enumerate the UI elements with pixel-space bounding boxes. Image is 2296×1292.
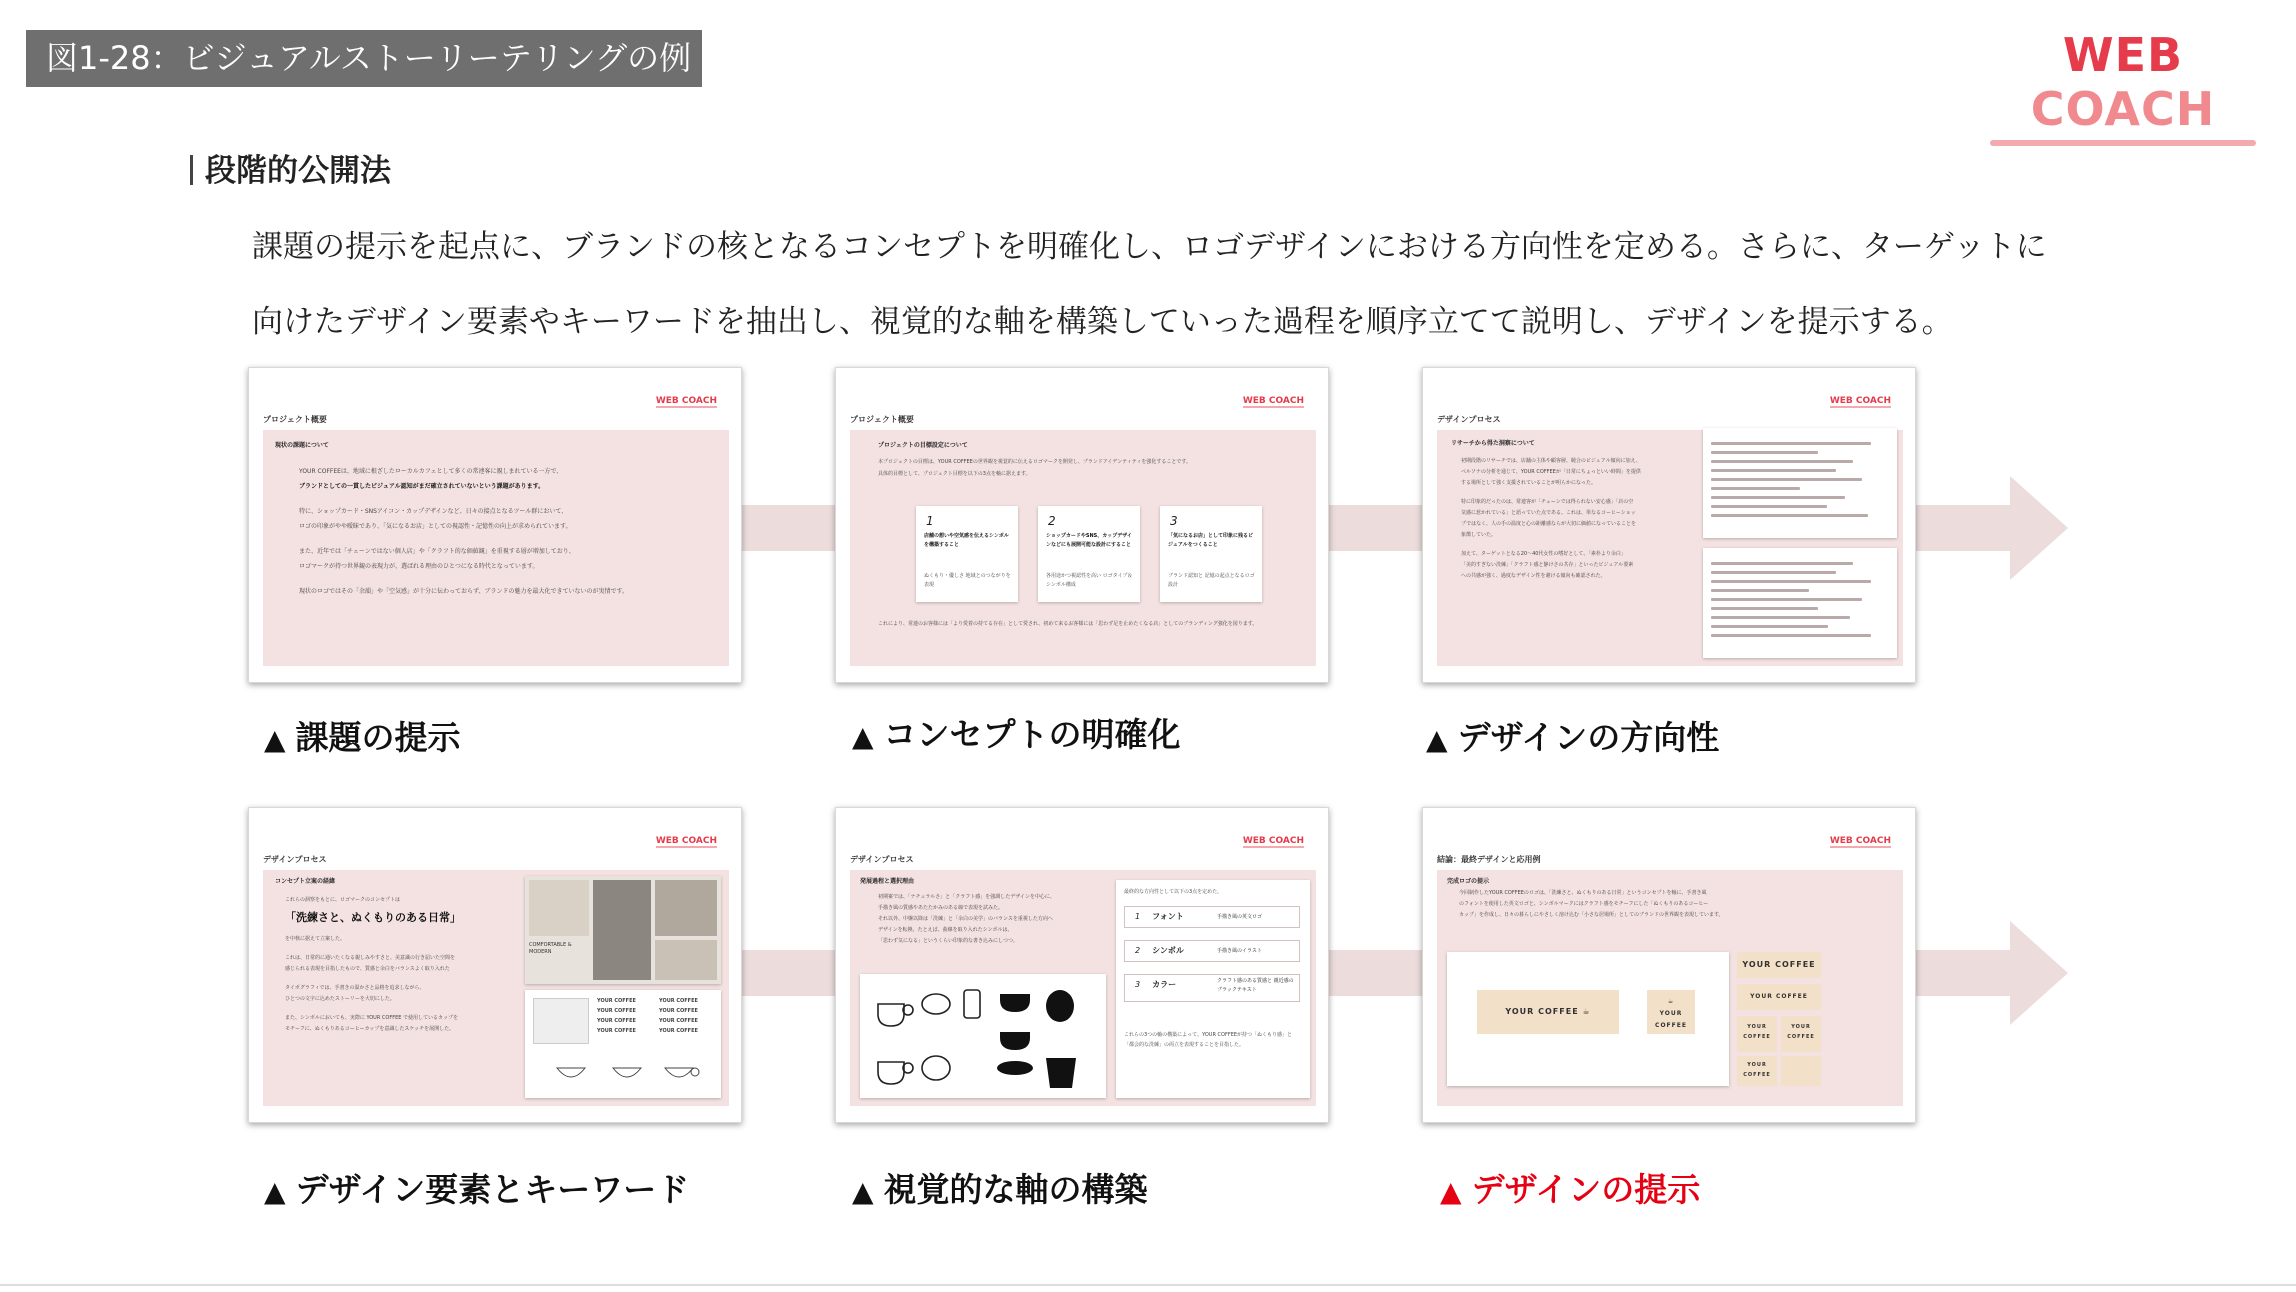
caption-text: デザインの提示	[1471, 1170, 1701, 1209]
caption-direction	[1426, 712, 1719, 759]
goal-number: 3	[1170, 514, 1178, 528]
insight-line: する場所として強く支援されていることが明らかになった。	[1461, 480, 1597, 486]
panel-heading: 完成ロゴの提示	[1447, 878, 1490, 885]
insight-line: 加えて、ターゲットとなる20〜40代女性の嗜好として、「素朴より余白」	[1461, 551, 1626, 557]
slide-title: デザインプロセス	[1437, 415, 1501, 424]
web-coach-logo	[1990, 28, 2256, 136]
caption-text: 視覚的な軸の構築	[883, 1170, 1148, 1209]
problem-line: 現状のロゴではその「余韻」や「空気感」が十分に伝わっておらず、ブランドの魅力を最大化できていないのが実情です。	[299, 588, 628, 595]
cup-icon-board	[860, 974, 1106, 1098]
axis-number: 2	[1135, 946, 1141, 955]
goal-sub: ブランド認知と 記憶の起点となるロゴ設計	[1168, 573, 1255, 588]
concept-line: また、シンボルにおいても、実際に YOUR COFFEE で使用しているカップを	[285, 1015, 458, 1021]
slide-problem	[248, 367, 742, 683]
caption-problem	[264, 712, 461, 759]
goal-card	[916, 506, 1018, 602]
axis-item	[1124, 906, 1300, 928]
goal-title: ショップカードやSNS、カップデザインなどにも展開可能な設計にすること	[1046, 533, 1132, 548]
caption-triangle: ▲	[852, 1175, 874, 1208]
final-logo-horizontal: YOUR COFFEE ☕	[1477, 990, 1619, 1034]
axis-number: 3	[1135, 980, 1141, 989]
caption-text: デザインの方向性	[1457, 718, 1720, 757]
logo-variant: YOUR COFFEE	[1737, 984, 1821, 1010]
insight-line: 気感に惹かれている」と語っていた点である。これは、単なるコーヒーショッ	[1461, 510, 1636, 516]
moodboard-image	[525, 876, 721, 984]
slide-title: デザインプロセス	[263, 855, 327, 864]
logo-variant: YOUR COFFEE	[1737, 1016, 1777, 1052]
insight-line: 特に印象的だったのは、常連客が「チェーンでは得られない安心感」「店の空	[1461, 499, 1634, 505]
figure-label: 図1-28：ビジュアルストーリーテリングの例	[26, 30, 702, 87]
final-line: のフォントを使用した英文ロゴと、シンボルマークにはクラフト感をモチーフにした「ぬくもりのあるコーヒー	[1459, 901, 1709, 907]
caption-elements	[264, 1164, 689, 1211]
slide-elements	[248, 807, 742, 1123]
axis-card	[1116, 880, 1310, 1098]
caption-triangle: ▲	[852, 720, 874, 753]
problem-line: 特に、ショップカード・SNSアイコン・カップデザインなど、日々の接点となるツール群において、	[299, 508, 568, 515]
axis-intro: 最終的な方向性として以下の3点を定めた。	[1124, 889, 1223, 895]
logo-variant: YOUR COFFEE	[1781, 1016, 1821, 1052]
problem-line: YOUR COFFEEは、地域に根ざしたローカルカフェとして多くの常連客に親しまれている一方で、	[299, 468, 563, 475]
concept-phrase: 「洗練さと、ぬくもりのある日常」	[285, 911, 461, 924]
axis-desc: 手描き風の英文ロゴ	[1217, 914, 1263, 920]
slide-concept	[835, 367, 1329, 683]
goal-sub: 各用途かつ視認性を高い ロゴタイプ＆シンボル構成	[1046, 573, 1133, 588]
slide-logo: WEB COACH	[1242, 836, 1304, 846]
caption-final-design	[1440, 1164, 1700, 1211]
axis-number: 1	[1135, 912, 1141, 921]
caption-triangle: ▲	[264, 723, 286, 756]
panel-intro-2: 具体的目標として、プロジェクト目標を以下の3点を軸に据えます。	[878, 471, 1031, 477]
logo-variant: YOUR COFFEE	[1737, 952, 1821, 978]
concept-line: を中核に据えて立案した。	[285, 936, 346, 942]
slide-title: デザインプロセス	[850, 855, 914, 864]
goal-number: 1	[926, 514, 934, 528]
slide-logo: WEB COACH	[1242, 396, 1304, 406]
concept-line: 感じられる表現を目指したもので、質感と余白をバランスよく取り入れた	[285, 966, 450, 972]
goal-title: 「気になるお店」として印象に残るビジュアルをつくること	[1168, 533, 1254, 548]
insight-line: 初期段階のリサーチでは、店舗の主体や顧客層、競合のビジュアル傾向に加え、	[1461, 458, 1641, 464]
logo-variant-blank	[1781, 1056, 1821, 1086]
caption-visual-axis	[852, 1164, 1148, 1211]
persona-sheet	[1703, 428, 1897, 538]
section-heading-text: 段階的公開法	[205, 153, 391, 189]
slide-title: 結論：最終デザインと応用例	[1437, 855, 1541, 864]
concept-line: モチーフに、ぬくもりあるコーヒーカップを意識したスケッチを展開した。	[285, 1026, 455, 1032]
axis-label: カラー	[1152, 980, 1177, 989]
panel-heading: コンセプト立案の経緯	[275, 878, 336, 885]
concept-line: タイポグラフィでは、手書きの温かさと品格を追求しながら、	[285, 985, 425, 991]
cup-sketches	[555, 1064, 705, 1090]
axis-item	[1124, 974, 1300, 1002]
slide-logo: WEB COACH	[1829, 836, 1891, 846]
font-sample: YOUR COFFEE	[659, 1028, 698, 1034]
axis-footer: これらの3つの軸の構築によって、YOUR COFFEEが持つ「ぬくもり感」と「都会的な洗練」の両立を表現することを目指した。	[1124, 1032, 1293, 1048]
slide-panel	[1437, 870, 1903, 1106]
process-line: 「思わず気になる」というくらい印象的な書き込みにしつつ。	[878, 938, 1018, 944]
final-line: カップ」を作成し、日々の暮らしにやさしく溶け込む「小さな居場所」としてのブランドの世界観を表現しています。	[1459, 912, 1724, 918]
font-sample: YOUR COFFEE	[597, 1018, 636, 1024]
axis-label: シンボル	[1152, 946, 1184, 955]
concept-line: ひとつの文字に込めたストーリーを大切にした。	[285, 996, 395, 1002]
logo-underline	[1990, 140, 2256, 146]
axis-desc: 手描き風のイラスト	[1217, 948, 1262, 954]
caption-triangle: ▲	[1440, 1175, 1462, 1208]
process-line: それ以外、中盤以降は「洗練」と「余白の美学」のバランスを重視した方向へ	[878, 916, 1053, 922]
insight-line: 象徴していた。	[1461, 532, 1497, 538]
problem-line: ブランドとしての一貫したビジュアル認知がまだ確立されていないという課題があります。	[299, 483, 545, 490]
page-bottom-rule	[0, 1284, 2296, 1286]
panel-heading: 現状の課題について	[275, 442, 329, 449]
caption-triangle: ▲	[264, 1175, 286, 1208]
problem-line: ロゴの印象がやや曖昧であり、「気になるお店」としての視認性・記憶性の向上が求められています。	[299, 523, 572, 530]
slide-direction	[1422, 367, 1916, 683]
panel-heading: プロジェクトの目標設定について	[878, 442, 968, 449]
problem-line: ロゴマークが持つ世界観の表現力が、選ばれる理由のひとつになる時代となっています。	[299, 563, 539, 570]
caption-text: デザイン要素とキーワード	[295, 1170, 690, 1209]
caption-text: 課題の提示	[295, 718, 461, 757]
slide-panel	[1437, 430, 1903, 666]
final-line: 今回制作したYOUR COFFEEのロゴは、「洗練さと、ぬくもりのある日常」というコンセプトを軸に、手書き風	[1459, 890, 1707, 896]
slide-panel	[850, 870, 1316, 1106]
process-line: 初期案では、「ナチュラルさ」と「クラフト感」を強調したデザインを中心に、	[878, 894, 1055, 900]
axis-item	[1124, 940, 1300, 962]
moodboard-label: COMFORTABLE & MODERN	[529, 942, 572, 955]
axis-desc: クラフト感のある質感と 親近感のブラックテキスト	[1217, 978, 1294, 993]
slide-panel	[263, 870, 729, 1106]
goal-number: 2	[1048, 514, 1056, 528]
font-sample: YOUR COFFEE	[597, 1028, 636, 1034]
slide-final-design	[1422, 807, 1916, 1123]
slide-title: プロジェクト概要	[263, 415, 327, 424]
insight-line: ペルソナの分析を通じて、YOUR COFFEEが「日常にちょっといい時間」を提供	[1461, 469, 1641, 475]
goal-title: 店舗の想いや空気感を伝えるシンボルを構築すること	[924, 533, 1009, 548]
font-sample: YOUR COFFEE	[597, 998, 636, 1004]
panel-footer: これにより、常連のお客様には「より愛着の持てる存在」として愛され、初めて来るお客様には「思わず足を止めたくなる店」としてのブランディング強化を図ります。	[878, 621, 1258, 627]
panel-intro: 本プロジェクトの目標は、YOUR COFFEEの世界観を視覚的に伝えるロゴマークを開発し、ブランドアイデンティティを強化することです。	[878, 459, 1191, 465]
font-sample: YOUR COFFEE	[659, 998, 698, 1004]
goal-sub: ぬくもり・優しさ 地域とのつながりを表現	[924, 573, 1011, 588]
axis-label: フォント	[1152, 912, 1184, 921]
logo-presentation	[1447, 952, 1729, 1086]
font-sample: YOUR COFFEE	[659, 1008, 698, 1014]
logo-variant: YOUR COFFEE	[1737, 1056, 1777, 1086]
panel-heading: リサーチから得た洞察について	[1451, 440, 1535, 447]
process-line: 手描き風の質感やあたたかみのある線で表現を試みた。	[878, 905, 1004, 911]
goal-card	[1038, 506, 1140, 602]
slide-logo: WEB COACH	[655, 396, 717, 406]
slide-visual-axis	[835, 807, 1329, 1123]
logo-variations	[1737, 952, 1877, 1086]
goal-card	[1160, 506, 1262, 602]
slide-panel	[850, 430, 1316, 666]
slide-panel	[263, 430, 729, 666]
cup-icons	[860, 974, 1106, 1098]
final-logo-stack-text: YOUR COFFEE	[1655, 1010, 1687, 1029]
slide-title: プロジェクト概要	[850, 415, 914, 424]
competitor-sheet	[1703, 548, 1897, 658]
font-sample: YOUR COFFEE	[597, 1008, 636, 1014]
insight-line: プではなく、人の手の温度と心の距離感ならが大切に価値になっていることを	[1461, 521, 1637, 527]
problem-line: また、近年では「チェーンではない個人店」や「クラフト的な価値観」を重視する層が増加しており、	[299, 548, 575, 555]
section-heading	[190, 145, 391, 190]
caption-concept	[852, 709, 1181, 756]
final-logo-text: YOUR COFFEE	[1505, 1007, 1579, 1016]
slide-logo: WEB COACH	[655, 836, 717, 846]
insight-line: への共感が強く、過度なデザイン性を避ける傾向も確認された。	[1461, 573, 1606, 579]
process-line: デザインを転換。たとえば、曲線を取り入れたシンボルは、	[878, 927, 1013, 933]
logo-part-coach: COACH	[2030, 82, 2216, 136]
insight-line: 「美的すぎない洗練」「クラフト感と静けさの共存」といったビジュアル要素	[1461, 562, 1634, 568]
caption-text: コンセプトの明確化	[883, 715, 1181, 754]
concept-intro: これらの洞察をもとに、ロゴマークのコンセプトは	[285, 897, 401, 903]
concept-line: これは、日常的に通いたくなる親しみやすさと、美意識の行き届いた空間を	[285, 955, 456, 961]
logo-part-web: WEB	[2062, 28, 2184, 82]
slide-logo: WEB COACH	[1829, 396, 1891, 406]
intro-paragraph: 課題の提示を起点に、ブランドの核となるコンセプトを明確化し、ロゴデザインにおける方向性を定める。さらに、ターゲットに向けたデザイン要素やキーワードを抽出し、視覚的な軸を構築していった過程を順序立てて説明し、デザインを提示する。	[252, 229, 2047, 340]
heading-bar	[190, 155, 193, 185]
font-samples	[525, 990, 721, 1098]
final-logo-stacked: ☕ YOUR COFFEE	[1647, 990, 1695, 1034]
font-sample: YOUR COFFEE	[659, 1018, 698, 1024]
panel-heading: 発展過程と選択理由	[860, 878, 915, 885]
caption-triangle: ▲	[1426, 723, 1448, 756]
